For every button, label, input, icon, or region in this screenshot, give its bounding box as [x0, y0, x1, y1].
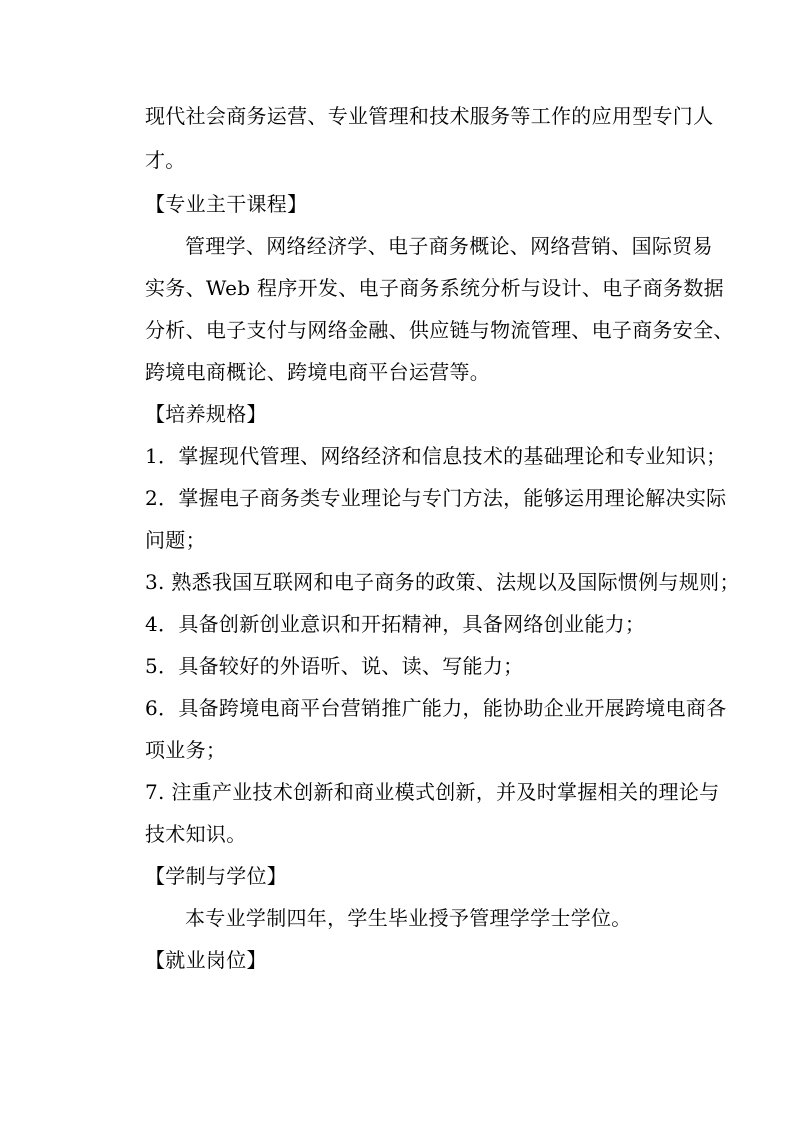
- paragraph-line: 分析、电子支付与网络金融、供应链与物流管理、电子商务安全、: [145, 318, 734, 342]
- paragraph-line: 跨境电商概论、跨境电商平台运营等。: [145, 360, 491, 384]
- list-item-continuation: 技术知识。: [145, 822, 247, 846]
- paragraph-line: 才。: [145, 148, 186, 172]
- section-heading-specifications: 【培养规格】: [145, 402, 267, 426]
- paragraph-line: 管理学、网络经济学、电子商务概论、网络营销、国际贸易: [185, 234, 713, 258]
- paragraph-line: 本专业学制四年，学生毕业授予管理学学士学位。: [185, 906, 632, 930]
- paragraph-line: 现代社会商务运营、专业管理和技术服务等工作的应用型专门人: [145, 104, 714, 128]
- list-item: 6．具备跨境电商平台营销推广能力，能协助企业开展跨境电商各: [145, 696, 727, 720]
- section-heading-degree: 【学制与学位】: [145, 864, 288, 888]
- list-item: 4．具备创新创业意识和开拓精神，具备网络创业能力；: [145, 612, 646, 636]
- paragraph-line: 实务、Web 程序开发、电子商务系统分析与设计、电子商务数据: [145, 276, 724, 300]
- list-item: 1．掌握现代管理、网络经济和信息技术的基础理论和专业知识；: [145, 444, 727, 468]
- list-item: 5．具备较好的外语听、说、读、写能力；: [145, 654, 524, 678]
- list-item: 7. 注重产业技术创新和商业模式创新，并及时掌握相关的理论与: [145, 780, 720, 804]
- section-heading-employment: 【就业岗位】: [145, 948, 267, 972]
- list-item-continuation: 问题；: [145, 528, 206, 552]
- list-item: 2．掌握电子商务类专业理论与专门方法，能够运用理论解决实际: [145, 486, 727, 510]
- list-item-continuation: 项业务；: [145, 738, 227, 762]
- section-heading-courses: 【专业主干课程】: [145, 192, 308, 216]
- list-item: 3. 熟悉我国互联网和电子商务的政策、法规以及国际惯例与规则；: [145, 570, 740, 594]
